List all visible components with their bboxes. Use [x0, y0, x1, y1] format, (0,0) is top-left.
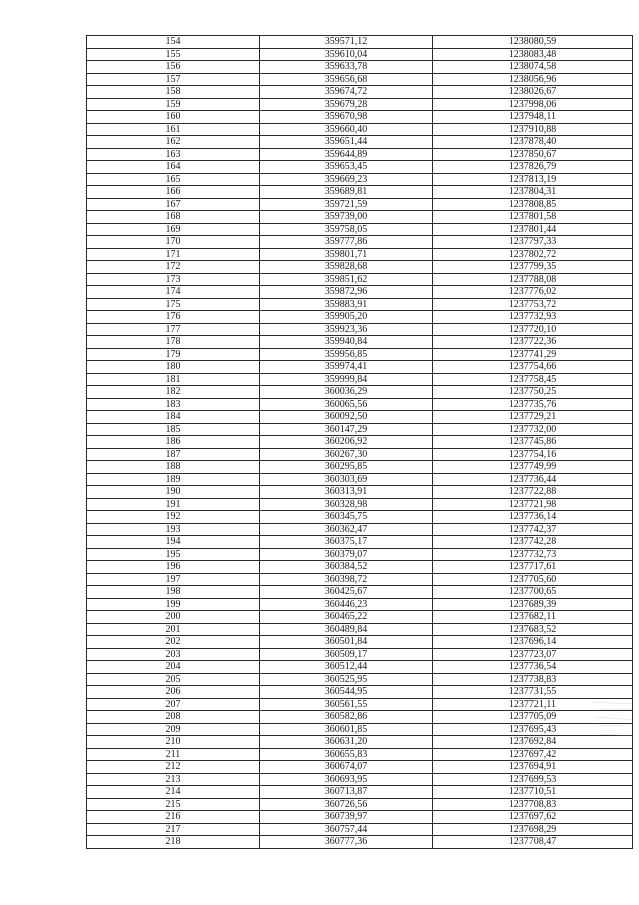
x-coordinate-cell: 360512,44: [260, 661, 433, 674]
x-coordinate-cell: 360582,86: [260, 711, 433, 724]
point-number-cell: 158: [87, 86, 260, 99]
table-row: [87, 161, 633, 174]
y-coordinate-cell: 1237850,67: [433, 148, 633, 161]
point-number-cell: 183: [87, 398, 260, 411]
point-number-cell: 214: [87, 786, 260, 799]
point-number-cell: 184: [87, 411, 260, 424]
table-row: [87, 61, 633, 74]
x-coordinate-cell: 360375,17: [260, 536, 433, 549]
point-number-cell: 155: [87, 48, 260, 61]
y-coordinate-cell: 1237722,36: [433, 336, 633, 349]
point-number-cell: 200: [87, 611, 260, 624]
coordinates-table-body: [87, 36, 633, 849]
point-number-cell: 182: [87, 386, 260, 399]
x-coordinate-cell: 359777,86: [260, 236, 433, 249]
y-coordinate-cell: 1237700,65: [433, 586, 633, 599]
x-coordinate-cell: 360379,07: [260, 548, 433, 561]
point-number-cell: 175: [87, 298, 260, 311]
table-row: [87, 573, 633, 586]
y-coordinate-cell: 1237722,88: [433, 486, 633, 499]
table-row: [87, 636, 633, 649]
y-coordinate-cell: 1237717,61: [433, 561, 633, 574]
table-row: [87, 373, 633, 386]
y-coordinate-cell: 1237735,76: [433, 398, 633, 411]
y-coordinate-cell: 1237689,39: [433, 598, 633, 611]
y-coordinate-cell: 1237754,16: [433, 448, 633, 461]
table-row: [87, 148, 633, 161]
x-coordinate-cell: 359660,40: [260, 123, 433, 136]
table-row: [87, 286, 633, 299]
y-coordinate-cell: 1237699,53: [433, 773, 633, 786]
y-coordinate-cell: 1237696,14: [433, 636, 633, 649]
point-number-cell: 171: [87, 248, 260, 261]
x-coordinate-cell: 359758,05: [260, 223, 433, 236]
table-row: [87, 273, 633, 286]
x-coordinate-cell: 360398,72: [260, 573, 433, 586]
table-row: [87, 236, 633, 249]
point-number-cell: 198: [87, 586, 260, 599]
point-number-cell: 212: [87, 761, 260, 774]
point-number-cell: 197: [87, 573, 260, 586]
point-number-cell: 169: [87, 223, 260, 236]
x-coordinate-cell: 359999,84: [260, 373, 433, 386]
y-coordinate-cell: 1237729,21: [433, 411, 633, 424]
table-row: [87, 348, 633, 361]
table-row: [87, 686, 633, 699]
x-coordinate-cell: 360739,97: [260, 811, 433, 824]
x-coordinate-cell: 360446,23: [260, 598, 433, 611]
table-row: [87, 211, 633, 224]
y-coordinate-cell: 1237753,72: [433, 298, 633, 311]
y-coordinate-cell: 1237694,91: [433, 761, 633, 774]
table-row: [87, 511, 633, 524]
x-coordinate-cell: 360206,92: [260, 436, 433, 449]
y-coordinate-cell: 1237683,52: [433, 623, 633, 636]
point-number-cell: 185: [87, 423, 260, 436]
y-coordinate-cell: 1238074,58: [433, 61, 633, 74]
point-number-cell: 201: [87, 623, 260, 636]
y-coordinate-cell: 1237692,84: [433, 736, 633, 749]
table-row: [87, 73, 633, 86]
x-coordinate-cell: 360267,30: [260, 448, 433, 461]
table-row: [87, 123, 633, 136]
x-coordinate-cell: 359689,81: [260, 186, 433, 199]
point-number-cell: 204: [87, 661, 260, 674]
table-row: [87, 673, 633, 686]
x-coordinate-cell: 360713,87: [260, 786, 433, 799]
y-coordinate-cell: 1237736,54: [433, 661, 633, 674]
table-row: [87, 386, 633, 399]
point-number-cell: 161: [87, 123, 260, 136]
x-coordinate-cell: 360501,84: [260, 636, 433, 649]
x-coordinate-cell: 359883,91: [260, 298, 433, 311]
x-coordinate-cell: 359974,41: [260, 361, 433, 374]
table-row: [87, 461, 633, 474]
y-coordinate-cell: 1237741,29: [433, 348, 633, 361]
y-coordinate-cell: 1237742,28: [433, 536, 633, 549]
table-row: [87, 561, 633, 574]
table-row: [87, 761, 633, 774]
y-coordinate-cell: 1237736,44: [433, 473, 633, 486]
table-row: [87, 811, 633, 824]
y-coordinate-cell: 1237802,72: [433, 248, 633, 261]
x-coordinate-cell: 359801,71: [260, 248, 433, 261]
y-coordinate-cell: 1237797,33: [433, 236, 633, 249]
y-coordinate-cell: 1238056,96: [433, 73, 633, 86]
table-row: [87, 336, 633, 349]
x-coordinate-cell: 359851,62: [260, 273, 433, 286]
point-number-cell: 211: [87, 748, 260, 761]
table-row: [87, 361, 633, 374]
table-row: [87, 136, 633, 149]
table-row: [87, 173, 633, 186]
point-number-cell: 187: [87, 448, 260, 461]
point-number-cell: 180: [87, 361, 260, 374]
x-coordinate-cell: 360726,56: [260, 798, 433, 811]
x-coordinate-cell: 359669,23: [260, 173, 433, 186]
x-coordinate-cell: 359940,84: [260, 336, 433, 349]
point-number-cell: 160: [87, 111, 260, 124]
point-number-cell: 210: [87, 736, 260, 749]
table-row: [87, 448, 633, 461]
y-coordinate-cell: 1237732,00: [433, 423, 633, 436]
table-row: [87, 48, 633, 61]
point-number-cell: 209: [87, 723, 260, 736]
y-coordinate-cell: 1237697,62: [433, 811, 633, 824]
point-number-cell: 174: [87, 286, 260, 299]
table-row: [87, 248, 633, 261]
table-row: [87, 198, 633, 211]
point-number-cell: 216: [87, 811, 260, 824]
x-coordinate-cell: 359739,00: [260, 211, 433, 224]
x-coordinate-cell: 359872,96: [260, 286, 433, 299]
point-number-cell: 178: [87, 336, 260, 349]
x-coordinate-cell: 360544,95: [260, 686, 433, 699]
point-number-cell: 196: [87, 561, 260, 574]
table-row: [87, 623, 633, 636]
y-coordinate-cell: 1237788,08: [433, 273, 633, 286]
x-coordinate-cell: 359828,68: [260, 261, 433, 274]
x-coordinate-cell: 360065,56: [260, 398, 433, 411]
x-coordinate-cell: 360328,98: [260, 498, 433, 511]
x-coordinate-cell: 360465,22: [260, 611, 433, 624]
x-coordinate-cell: 359670,98: [260, 111, 433, 124]
point-number-cell: 166: [87, 186, 260, 199]
y-coordinate-cell: 1237708,47: [433, 836, 633, 849]
x-coordinate-cell: 360693,95: [260, 773, 433, 786]
point-number-cell: 195: [87, 548, 260, 561]
point-number-cell: 164: [87, 161, 260, 174]
table-row: [87, 536, 633, 549]
coordinates-table: [86, 35, 633, 849]
x-coordinate-cell: 360674,07: [260, 761, 433, 774]
y-coordinate-cell: 1237705,09: [433, 711, 633, 724]
x-coordinate-cell: 359956,85: [260, 348, 433, 361]
point-number-cell: 176: [87, 311, 260, 324]
y-coordinate-cell: 1238083,48: [433, 48, 633, 61]
x-coordinate-cell: 360757,44: [260, 823, 433, 836]
y-coordinate-cell: 1237723,07: [433, 648, 633, 661]
point-number-cell: 168: [87, 211, 260, 224]
y-coordinate-cell: 1237813,19: [433, 173, 633, 186]
y-coordinate-cell: 1237750,25: [433, 386, 633, 399]
point-number-cell: 205: [87, 673, 260, 686]
x-coordinate-cell: 360345,75: [260, 511, 433, 524]
point-number-cell: 173: [87, 273, 260, 286]
y-coordinate-cell: 1237749,99: [433, 461, 633, 474]
y-coordinate-cell: 1237731,55: [433, 686, 633, 699]
point-number-cell: 213: [87, 773, 260, 786]
table-row: [87, 323, 633, 336]
table-row: [87, 36, 633, 49]
y-coordinate-cell: 1237710,51: [433, 786, 633, 799]
table-row: [87, 773, 633, 786]
table-row: [87, 648, 633, 661]
y-coordinate-cell: 1237732,93: [433, 311, 633, 324]
x-coordinate-cell: 360303,69: [260, 473, 433, 486]
x-coordinate-cell: 360525,95: [260, 673, 433, 686]
x-coordinate-cell: 360489,84: [260, 623, 433, 636]
table-row: [87, 223, 633, 236]
x-coordinate-cell: 360092,50: [260, 411, 433, 424]
point-number-cell: 179: [87, 348, 260, 361]
point-number-cell: 206: [87, 686, 260, 699]
point-number-cell: 177: [87, 323, 260, 336]
x-coordinate-cell: 359571,12: [260, 36, 433, 49]
point-number-cell: 162: [87, 136, 260, 149]
point-number-cell: 165: [87, 173, 260, 186]
table-row: [87, 111, 633, 124]
table-row: [87, 86, 633, 99]
point-number-cell: 192: [87, 511, 260, 524]
y-coordinate-cell: 1237732,73: [433, 548, 633, 561]
x-coordinate-cell: 360425,67: [260, 586, 433, 599]
x-coordinate-cell: 359721,59: [260, 198, 433, 211]
table-row: [87, 261, 633, 274]
x-coordinate-cell: 359610,04: [260, 48, 433, 61]
scan-artifact-mark: [590, 690, 638, 750]
y-coordinate-cell: 1237758,45: [433, 373, 633, 386]
table-row: [87, 298, 633, 311]
y-coordinate-cell: 1237698,29: [433, 823, 633, 836]
table-row: [87, 186, 633, 199]
point-number-cell: 154: [87, 36, 260, 49]
x-coordinate-cell: 359653,45: [260, 161, 433, 174]
point-number-cell: 157: [87, 73, 260, 86]
x-coordinate-cell: 360384,52: [260, 561, 433, 574]
y-coordinate-cell: 1238026,67: [433, 86, 633, 99]
table-row: [87, 523, 633, 536]
y-coordinate-cell: 1237801,44: [433, 223, 633, 236]
x-coordinate-cell: 360777,36: [260, 836, 433, 849]
y-coordinate-cell: 1237705,60: [433, 573, 633, 586]
point-number-cell: 199: [87, 598, 260, 611]
table-row: [87, 723, 633, 736]
table-row: [87, 823, 633, 836]
table-row: [87, 98, 633, 111]
point-number-cell: 188: [87, 461, 260, 474]
x-coordinate-cell: 359633,78: [260, 61, 433, 74]
table-row: [87, 798, 633, 811]
x-coordinate-cell: 360147,29: [260, 423, 433, 436]
y-coordinate-cell: 1237910,88: [433, 123, 633, 136]
x-coordinate-cell: 359644,89: [260, 148, 433, 161]
point-number-cell: 218: [87, 836, 260, 849]
x-coordinate-cell: 359923,36: [260, 323, 433, 336]
point-number-cell: 190: [87, 486, 260, 499]
x-coordinate-cell: 360509,17: [260, 648, 433, 661]
table-row: [87, 711, 633, 724]
y-coordinate-cell: 1237799,35: [433, 261, 633, 274]
x-coordinate-cell: 359905,20: [260, 311, 433, 324]
x-coordinate-cell: 360036,29: [260, 386, 433, 399]
x-coordinate-cell: 360631,20: [260, 736, 433, 749]
table-row: [87, 473, 633, 486]
y-coordinate-cell: 1238080,59: [433, 36, 633, 49]
point-number-cell: 170: [87, 236, 260, 249]
point-number-cell: 172: [87, 261, 260, 274]
point-number-cell: 217: [87, 823, 260, 836]
table-row: [87, 598, 633, 611]
y-coordinate-cell: 1237682,11: [433, 611, 633, 624]
y-coordinate-cell: 1237776,02: [433, 286, 633, 299]
point-number-cell: 207: [87, 698, 260, 711]
y-coordinate-cell: 1237738,83: [433, 673, 633, 686]
table-row: [87, 786, 633, 799]
point-number-cell: 202: [87, 636, 260, 649]
table-row: [87, 398, 633, 411]
y-coordinate-cell: 1237998,06: [433, 98, 633, 111]
point-number-cell: 194: [87, 536, 260, 549]
y-coordinate-cell: 1237697,42: [433, 748, 633, 761]
y-coordinate-cell: 1237708,83: [433, 798, 633, 811]
point-number-cell: 191: [87, 498, 260, 511]
point-number-cell: 189: [87, 473, 260, 486]
y-coordinate-cell: 1237745,86: [433, 436, 633, 449]
x-coordinate-cell: 360295,85: [260, 461, 433, 474]
y-coordinate-cell: 1237808,85: [433, 198, 633, 211]
table-row: [87, 423, 633, 436]
x-coordinate-cell: 359679,28: [260, 98, 433, 111]
y-coordinate-cell: 1237804,31: [433, 186, 633, 199]
table-row: [87, 586, 633, 599]
x-coordinate-cell: 359674,72: [260, 86, 433, 99]
y-coordinate-cell: 1237721,98: [433, 498, 633, 511]
x-coordinate-cell: 360561,55: [260, 698, 433, 711]
x-coordinate-cell: 359656,68: [260, 73, 433, 86]
point-number-cell: 208: [87, 711, 260, 724]
table-row: [87, 486, 633, 499]
point-number-cell: 156: [87, 61, 260, 74]
y-coordinate-cell: 1237695,43: [433, 723, 633, 736]
y-coordinate-cell: 1237826,79: [433, 161, 633, 174]
x-coordinate-cell: 360601,85: [260, 723, 433, 736]
table-row: [87, 836, 633, 849]
table-row: [87, 411, 633, 424]
y-coordinate-cell: 1237754,66: [433, 361, 633, 374]
table-row: [87, 548, 633, 561]
table-row: [87, 436, 633, 449]
y-coordinate-cell: 1237801,58: [433, 211, 633, 224]
point-number-cell: 193: [87, 523, 260, 536]
point-number-cell: 163: [87, 148, 260, 161]
y-coordinate-cell: 1237948,11: [433, 111, 633, 124]
x-coordinate-cell: 360313,91: [260, 486, 433, 499]
x-coordinate-cell: 360655,83: [260, 748, 433, 761]
table-row: [87, 611, 633, 624]
y-coordinate-cell: 1237721,11: [433, 698, 633, 711]
point-number-cell: 167: [87, 198, 260, 211]
table-row: [87, 698, 633, 711]
point-number-cell: 181: [87, 373, 260, 386]
table-row: [87, 311, 633, 324]
point-number-cell: 203: [87, 648, 260, 661]
table-row: [87, 498, 633, 511]
y-coordinate-cell: 1237742,37: [433, 523, 633, 536]
point-number-cell: 186: [87, 436, 260, 449]
point-number-cell: 215: [87, 798, 260, 811]
y-coordinate-cell: 1237720,10: [433, 323, 633, 336]
x-coordinate-cell: 359651,44: [260, 136, 433, 149]
y-coordinate-cell: 1237878,40: [433, 136, 633, 149]
y-coordinate-cell: 1237736,14: [433, 511, 633, 524]
table-row: [87, 661, 633, 674]
point-number-cell: 159: [87, 98, 260, 111]
x-coordinate-cell: 360362,47: [260, 523, 433, 536]
table-row: [87, 736, 633, 749]
table-row: [87, 748, 633, 761]
